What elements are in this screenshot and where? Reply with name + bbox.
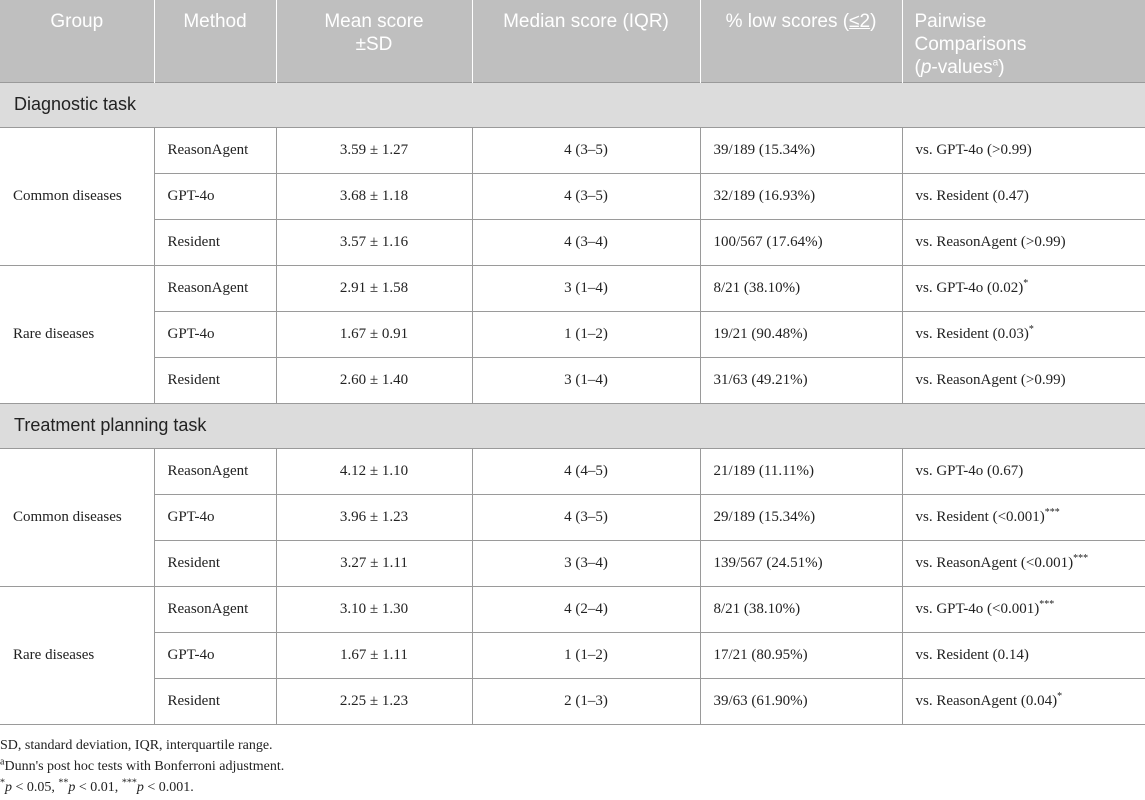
group-label: Rare diseases bbox=[0, 265, 154, 403]
table-row bbox=[0, 311, 1145, 357]
low-cell: 100/567 (17.64%) bbox=[700, 219, 902, 265]
header-group: Group bbox=[0, 0, 154, 82]
section-row-diagnostic bbox=[0, 82, 1145, 127]
section-title: Treatment planning task bbox=[0, 403, 1145, 448]
low-cell: 8/21 (38.10%) bbox=[700, 265, 902, 311]
table-row bbox=[0, 448, 1145, 494]
low-cell: 39/189 (15.34%) bbox=[700, 127, 902, 173]
mean-cell: 4.12 ± 1.10 bbox=[276, 448, 472, 494]
median-cell: 4 (2–4) bbox=[472, 586, 700, 632]
mean-cell: 1.67 ± 0.91 bbox=[276, 311, 472, 357]
median-cell: 2 (1–3) bbox=[472, 678, 700, 724]
mean-cell: 3.59 ± 1.27 bbox=[276, 127, 472, 173]
method-cell: ReasonAgent bbox=[154, 586, 276, 632]
low-cell: 32/189 (16.93%) bbox=[700, 173, 902, 219]
mean-cell: 2.91 ± 1.58 bbox=[276, 265, 472, 311]
pair-cell: vs. ReasonAgent (>0.99) bbox=[902, 357, 1145, 403]
group-label: Common diseases bbox=[0, 127, 154, 265]
mean-cell: 3.27 ± 1.11 bbox=[276, 540, 472, 586]
mean-cell: 3.57 ± 1.16 bbox=[276, 219, 472, 265]
median-cell: 4 (3–4) bbox=[472, 219, 700, 265]
low-cell: 139/567 (24.51%) bbox=[700, 540, 902, 586]
table-row bbox=[0, 357, 1145, 403]
median-cell: 4 (3–5) bbox=[472, 127, 700, 173]
low-cell: 17/21 (80.95%) bbox=[700, 632, 902, 678]
median-cell: 3 (3–4) bbox=[472, 540, 700, 586]
method-cell: Resident bbox=[154, 678, 276, 724]
method-cell: ReasonAgent bbox=[154, 448, 276, 494]
table-row bbox=[0, 678, 1145, 724]
footnote-significance: *p < 0.05, **p < 0.01, ***p < 0.001. bbox=[0, 776, 194, 795]
pair-cell: vs. Resident (0.47) bbox=[902, 173, 1145, 219]
median-cell: 3 (1–4) bbox=[472, 265, 700, 311]
table-row bbox=[0, 494, 1145, 540]
mean-cell: 3.68 ± 1.18 bbox=[276, 173, 472, 219]
header-method: Method bbox=[154, 0, 276, 82]
mean-cell: 3.10 ± 1.30 bbox=[276, 586, 472, 632]
method-cell: Resident bbox=[154, 219, 276, 265]
table-row bbox=[0, 632, 1145, 678]
table-row bbox=[0, 586, 1145, 632]
footnote-a: $^a$Dunn's post hoc tests with Bonferroni adjustment. bbox=[0, 755, 285, 774]
footnote-abbreviations: SD, standard deviation, IQR, interquartile range. bbox=[0, 737, 273, 753]
method-cell: GPT-4o bbox=[154, 173, 276, 219]
method-cell: ReasonAgent bbox=[154, 127, 276, 173]
table-row bbox=[0, 219, 1145, 265]
median-cell: 1 (1–2) bbox=[472, 311, 700, 357]
low-cell: 8/21 (38.10%) bbox=[700, 586, 902, 632]
pair-cell: vs. GPT-4o (0.02)* bbox=[902, 265, 1145, 311]
table-row bbox=[0, 265, 1145, 311]
method-cell: GPT-4o bbox=[154, 311, 276, 357]
section-title: Diagnostic task bbox=[0, 82, 1145, 127]
method-cell: GPT-4o bbox=[154, 632, 276, 678]
method-cell: Resident bbox=[154, 357, 276, 403]
low-cell: 39/63 (61.90%) bbox=[700, 678, 902, 724]
mean-cell: 3.96 ± 1.23 bbox=[276, 494, 472, 540]
pair-cell: vs. Resident (0.14) bbox=[902, 632, 1145, 678]
group-label: Rare diseases bbox=[0, 586, 154, 724]
method-cell: Resident bbox=[154, 540, 276, 586]
mean-cell: 2.60 ± 1.40 bbox=[276, 357, 472, 403]
method-cell: ReasonAgent bbox=[154, 265, 276, 311]
low-cell: 19/21 (90.48%) bbox=[700, 311, 902, 357]
median-cell: 3 (1–4) bbox=[472, 357, 700, 403]
table-row bbox=[0, 540, 1145, 586]
pair-cell: vs. Resident (<0.001)*** bbox=[902, 494, 1145, 540]
section-row-treatment bbox=[0, 403, 1145, 448]
header-median: Median score (IQR) bbox=[472, 0, 700, 82]
median-cell: 4 (3–5) bbox=[472, 494, 700, 540]
median-cell: 1 (1–2) bbox=[472, 632, 700, 678]
pair-cell: vs. GPT-4o (<0.001)*** bbox=[902, 586, 1145, 632]
low-cell: 21/189 (11.11%) bbox=[700, 448, 902, 494]
pair-cell: vs. ReasonAgent (0.04)* bbox=[902, 678, 1145, 724]
table-footnotes bbox=[0, 725, 1145, 798]
pair-cell: vs. ReasonAgent (<0.001)*** bbox=[902, 540, 1145, 586]
low-cell: 29/189 (15.34%) bbox=[700, 494, 902, 540]
header-low-scores: % low scores (≤2) bbox=[700, 0, 902, 82]
table-row bbox=[0, 127, 1145, 173]
header-row bbox=[0, 0, 1145, 82]
header-pairwise: Pairwise Comparisons (p-values$^a$) bbox=[902, 0, 1145, 82]
pair-cell: vs. GPT-4o (>0.99) bbox=[902, 127, 1145, 173]
table-body bbox=[0, 82, 1145, 724]
mean-cell: 1.67 ± 1.11 bbox=[276, 632, 472, 678]
mean-cell: 2.25 ± 1.23 bbox=[276, 678, 472, 724]
median-cell: 4 (4–5) bbox=[472, 448, 700, 494]
low-cell: 31/63 (49.21%) bbox=[700, 357, 902, 403]
pair-cell: vs. GPT-4o (0.67) bbox=[902, 448, 1145, 494]
method-cell: GPT-4o bbox=[154, 494, 276, 540]
pair-cell: vs. ReasonAgent (>0.99) bbox=[902, 219, 1145, 265]
group-label: Common diseases bbox=[0, 448, 154, 586]
pair-cell: vs. Resident (0.03)* bbox=[902, 311, 1145, 357]
header-mean: Mean score ±SD bbox=[276, 0, 472, 82]
table-row bbox=[0, 173, 1145, 219]
table-header bbox=[0, 0, 1145, 82]
median-cell: 4 (3–5) bbox=[472, 173, 700, 219]
